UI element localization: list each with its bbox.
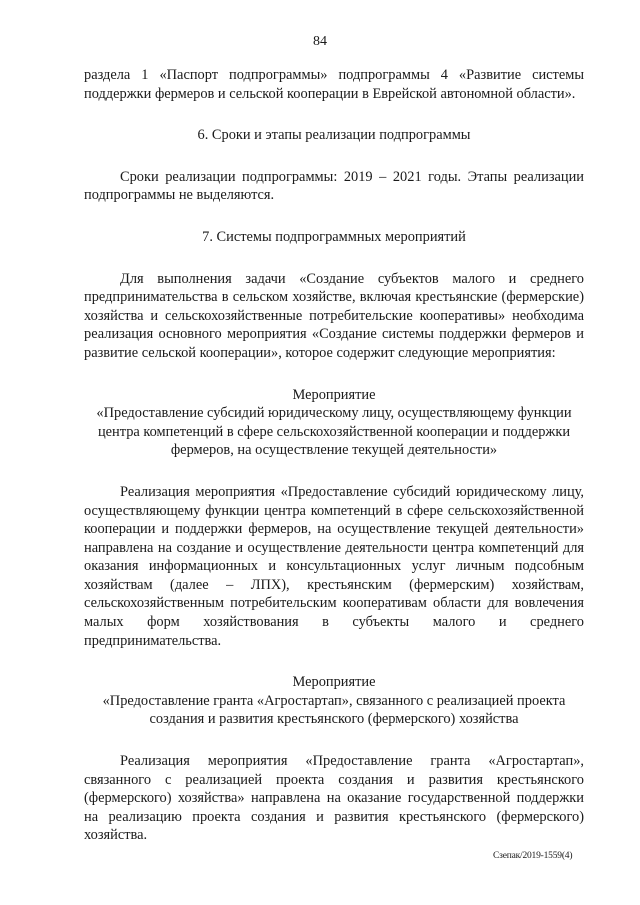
measure-2-label: Мероприятие <box>292 674 376 691</box>
measure-1-text: Реализация мероприятия «Предоставление субсидий юридическому лицу, осуществляющему функции центра компетенций в сфере сельскохозяйственной кооперации и поддержки фермеров, на осуществление текущей деятельности» направлена на создание и осуществление деятельности центра компетенций для оказания информационных и консультационных услуг личным подсобным хозяйствам (далее – ЛПХ), крестьянским (фермерским) хозяйствам, сельскохозяйственным потребительским кооперативам области для вовлечения малых форм хозяйствования в субъекты малого и среднего предпринимательства. <box>84 483 584 649</box>
document-body <box>84 66 584 845</box>
measure-1-label: Мероприятие <box>292 386 376 403</box>
section-6-text: Сроки реализации подпрограммы: 2019 – 2021 годы. Этапы реализации подпрограммы не выделяются. <box>84 168 584 204</box>
page-number: 84 <box>313 34 327 49</box>
intro-paragraph: раздела 1 «Паспорт подпрограммы» подпрограммы 4 «Развитие системы поддержки фермеров и сельской кооперации в Еврейской автономной области». <box>84 67 584 102</box>
measure-2-text: Реализация мероприятия «Предоставление гранта «Агростартап», связанного с реализацией проекта создания и развития крестьянского (фермерского) хозяйства» направлена на оказание государственной поддержки на реализацию проекта создания и развития крестьянского (фермерского) хозяйства. <box>84 753 584 844</box>
section-7-text: Для выполнения задачи «Создание субъектов малого и среднего предпринимательства в сельском хозяйстве, включая крестьянские (фермерские) хозяйства и сельскохозяйственные потребительские кооперативы» необходима реализация основного мероприятия «Создание системы поддержки фермеров и развитие сельской кооперации», которое содержит следующие мероприятия: <box>84 270 584 361</box>
measure-1-title: «Предоставление субсидий юридическому лицу, осуществляющему функции центра компетенций в сфере сельскохозяйственной кооперации и поддержки фермеров, на осуществление текущей деятельности» <box>96 405 572 459</box>
footer-document-code: Сзепак/2019-1559(4) <box>493 851 573 861</box>
section-6-heading: 6. Сроки и этапы реализации подпрограммы <box>197 127 471 144</box>
measure-2-title: «Предоставление гранта «Агростартап», связанного с реализацией проекта создания и развития крестьянского (фермерского) хозяйства <box>102 692 566 728</box>
section-7-heading: 7. Системы подпрограммных мероприятий <box>202 228 466 245</box>
